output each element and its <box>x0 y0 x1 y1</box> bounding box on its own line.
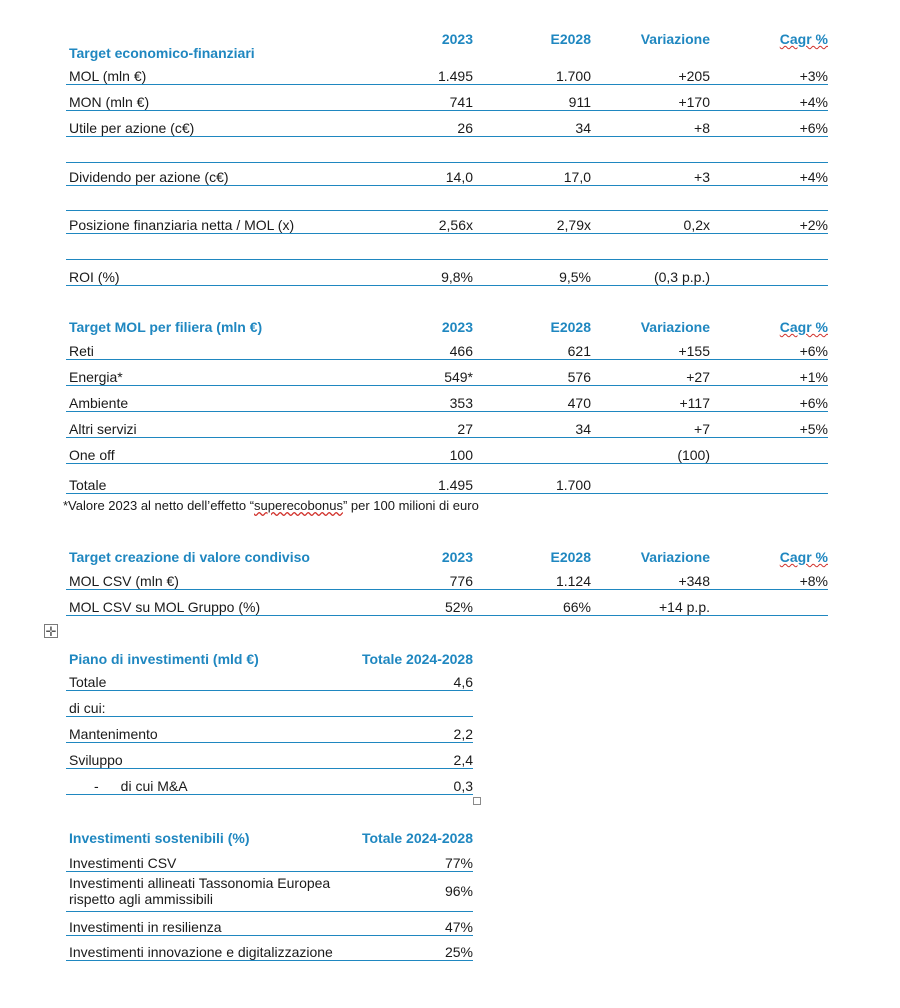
row-label <box>66 768 326 794</box>
header-e2028: E2028 <box>550 319 591 335</box>
value-cagr <box>710 437 828 463</box>
value-cagr: +8% <box>710 565 828 589</box>
row-label: Posizione finanziaria netta / MOL (x) <box>66 210 366 233</box>
row-label: Investimenti allineati Tassonomia Europea rispetto agli ammissibili <box>66 871 356 911</box>
row-label: Mantenimento <box>66 716 326 742</box>
row-label-text: di cui M&A <box>120 777 188 794</box>
row-label: Sviluppo <box>66 742 326 768</box>
header-e2028: E2028 <box>550 31 591 47</box>
value-variazione: (0,3 p.p.) <box>591 259 710 285</box>
row-label: di cui: <box>66 690 326 716</box>
value-variazione: +155 <box>591 335 710 359</box>
table-row <box>66 589 828 615</box>
header-cagr: Cagr % <box>779 319 828 335</box>
value-totale: 77% <box>356 846 473 871</box>
row-label: Totale <box>66 667 326 690</box>
value-totale: 0,3 <box>326 768 473 794</box>
value-totale: 2,2 <box>326 716 473 742</box>
value-cagr: +4% <box>710 162 828 185</box>
value-cagr: +3% <box>710 61 828 84</box>
table-row <box>66 84 828 110</box>
table-row <box>66 846 473 871</box>
row-label: Investimenti CSV <box>66 846 356 871</box>
spacer-row <box>66 136 828 162</box>
header-label: Target creazione di valore condiviso <box>69 549 310 565</box>
table-row <box>66 768 473 794</box>
value-variazione: +3 <box>591 162 710 185</box>
value-variazione: +348 <box>591 565 710 589</box>
table-row <box>66 162 828 185</box>
header-2023: 2023 <box>441 31 473 47</box>
value-e2028: 1.700 <box>473 61 591 84</box>
table-resize-handle[interactable] <box>473 797 481 805</box>
table-row <box>66 716 473 742</box>
value-2023: 26 <box>366 110 473 136</box>
row-label: MOL CSV (mln €) <box>66 565 366 589</box>
value-e2028: 911 <box>473 84 591 110</box>
value-variazione: +170 <box>591 84 710 110</box>
row-label: Investimenti innovazione e digitalizzazione <box>66 935 356 960</box>
value-cagr: +5% <box>710 411 828 437</box>
row-label: Energia* <box>66 359 366 385</box>
header-variazione: Variazione <box>640 549 710 565</box>
row-label: Totale <box>66 463 366 493</box>
table-row <box>66 110 828 136</box>
value-2023: 353 <box>366 385 473 411</box>
value-totale <box>326 690 473 716</box>
row-label: MOL (mln €) <box>66 61 366 84</box>
table-row <box>66 259 828 285</box>
row-label: MON (mln €) <box>66 84 366 110</box>
value-variazione <box>591 463 710 493</box>
value-variazione: +117 <box>591 385 710 411</box>
value-totale: 47% <box>356 911 473 935</box>
header-totale: Totale 2024-2028 <box>361 651 473 667</box>
value-cagr: +4% <box>710 84 828 110</box>
header-2023: 2023 <box>441 319 473 335</box>
value-cagr <box>710 463 828 493</box>
value-e2028: 34 <box>473 110 591 136</box>
table-header <box>66 542 828 565</box>
table-row <box>66 411 828 437</box>
spacer-row <box>66 233 828 259</box>
value-variazione: +27 <box>591 359 710 385</box>
value-e2028: 17,0 <box>473 162 591 185</box>
table-header <box>66 32 828 61</box>
table-filiera <box>66 312 828 494</box>
table-row <box>66 690 473 716</box>
value-2023: 2,56x <box>366 210 473 233</box>
table-row <box>66 335 828 359</box>
value-2023: 1.495 <box>366 61 473 84</box>
row-label: Ambiente <box>66 385 366 411</box>
value-e2028: 34 <box>473 411 591 437</box>
table-row <box>66 935 473 960</box>
value-totale: 96% <box>356 871 473 911</box>
value-cagr <box>710 259 828 285</box>
value-e2028: 621 <box>473 335 591 359</box>
value-cagr: +2% <box>710 210 828 233</box>
value-cagr: +6% <box>710 335 828 359</box>
row-label: ROI (%) <box>66 259 366 285</box>
footnote: *Valore 2023 al netto dell’effetto “superecobonus” per 100 milioni di euro <box>63 498 479 513</box>
table-row <box>66 911 473 935</box>
row-label: Utile per azione (c€) <box>66 110 366 136</box>
value-e2028: 9,5% <box>473 259 591 285</box>
value-e2028: 470 <box>473 385 591 411</box>
row-label: Reti <box>66 335 366 359</box>
value-cagr: +6% <box>710 385 828 411</box>
header-label: Piano di investimenti (mld €) <box>69 651 259 667</box>
value-totale: 4,6 <box>326 667 473 690</box>
value-2023: 100 <box>366 437 473 463</box>
value-variazione: +8 <box>591 110 710 136</box>
value-2023: 741 <box>366 84 473 110</box>
table-row <box>66 565 828 589</box>
table-header <box>66 823 473 846</box>
row-label: MOL CSV su MOL Gruppo (%) <box>66 589 366 615</box>
value-totale: 25% <box>356 935 473 960</box>
value-variazione: +205 <box>591 61 710 84</box>
value-2023: 776 <box>366 565 473 589</box>
value-e2028: 66% <box>473 589 591 615</box>
header-e2028: E2028 <box>550 549 591 565</box>
value-e2028: 1.700 <box>473 463 591 493</box>
value-e2028: 2,79x <box>473 210 591 233</box>
move-cross-icon[interactable]: ✛ <box>45 624 57 639</box>
row-label: Dividendo per azione (c€) <box>66 162 366 185</box>
value-2023: 9,8% <box>366 259 473 285</box>
header-variazione: Variazione <box>640 31 710 47</box>
table-row <box>66 463 828 493</box>
value-variazione: 0,2x <box>591 210 710 233</box>
value-e2028: 1.124 <box>473 565 591 589</box>
header-variazione: Variazione <box>640 319 710 335</box>
list-dash: - <box>94 777 99 794</box>
table-row <box>66 385 828 411</box>
row-label: Altri servizi <box>66 411 366 437</box>
value-cagr <box>710 589 828 615</box>
value-cagr: +1% <box>710 359 828 385</box>
header-2023: 2023 <box>441 549 473 565</box>
table-investimenti <box>66 644 473 795</box>
value-2023: 1.495 <box>366 463 473 493</box>
header-totale: Totale 2024-2028 <box>361 830 473 846</box>
value-2023: 27 <box>366 411 473 437</box>
table-row <box>66 61 828 84</box>
value-cagr: +6% <box>710 110 828 136</box>
header-label: Investimenti sostenibili (%) <box>69 830 250 846</box>
header-label: Target MOL per filiera (mln €) <box>69 319 263 335</box>
table-economico <box>66 32 828 286</box>
table-row <box>66 871 473 911</box>
value-variazione: +14 p.p. <box>591 589 710 615</box>
table-row <box>66 359 828 385</box>
header-cagr: Cagr % <box>779 549 828 565</box>
row-label: Investimenti in resilienza <box>66 911 356 935</box>
value-2023: 549* <box>366 359 473 385</box>
table-header <box>66 644 473 667</box>
table-row <box>66 437 828 463</box>
row-label: One off <box>66 437 366 463</box>
header-cagr: Cagr % <box>779 31 828 47</box>
value-variazione: +7 <box>591 411 710 437</box>
table-row <box>66 210 828 233</box>
table-row <box>66 667 473 690</box>
value-e2028 <box>473 437 591 463</box>
value-totale: 2,4 <box>326 742 473 768</box>
table-row <box>66 742 473 768</box>
value-e2028: 576 <box>473 359 591 385</box>
value-2023: 466 <box>366 335 473 359</box>
table-condiviso <box>66 542 828 616</box>
spacer-row <box>66 185 828 210</box>
header-label: Target economico-finanziari <box>69 45 255 61</box>
value-variazione: (100) <box>591 437 710 463</box>
value-2023: 52% <box>366 589 473 615</box>
value-2023: 14,0 <box>366 162 473 185</box>
table-header <box>66 312 828 335</box>
table-sostenibili <box>66 823 473 961</box>
